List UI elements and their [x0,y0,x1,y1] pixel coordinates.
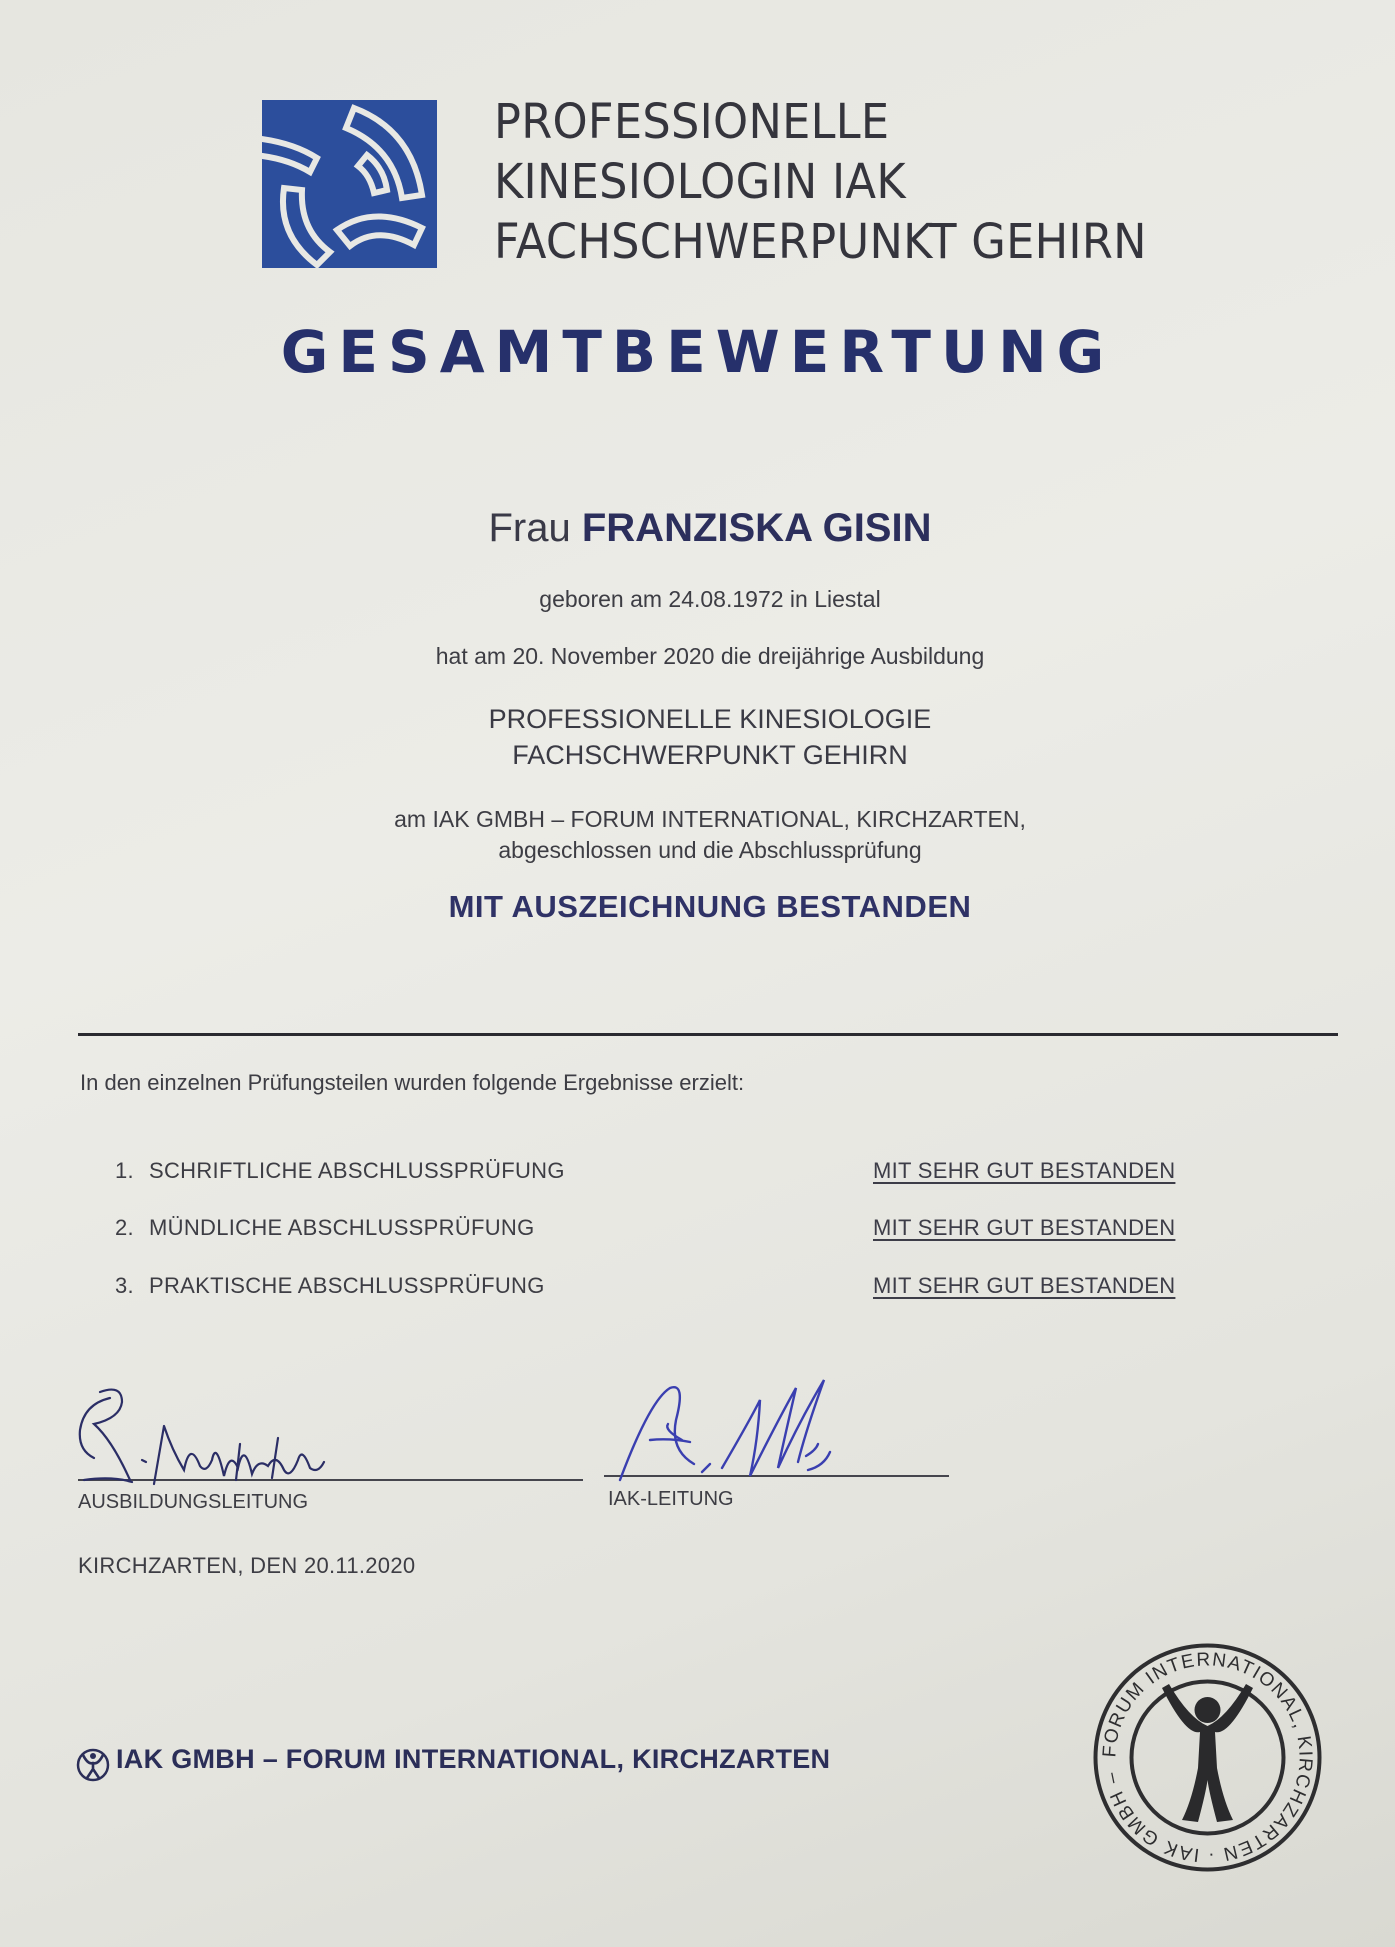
divider [78,1033,1338,1036]
exam-name: SCHRIFTLICHE ABSCHLUSSPRÜFUNG [149,1158,565,1183]
signature-ausbildungsleitung [72,1380,362,1500]
program-line-1: PROFESSIONELLE KINESIOLOGIE [488,704,932,734]
exam-number: 1. [115,1158,134,1183]
institution-info [0,804,1395,866]
iak-logo [262,100,437,268]
iak-person-icon [76,1747,110,1788]
exam-name: MÜNDLICHE ABSCHLUSSPRÜFUNG [149,1215,535,1240]
exam-row [115,1158,565,1184]
exam-grade: MIT SEHR GUT BESTANDEN [873,1158,1176,1183]
completion-info: hat am 20. November 2020 die dreijährige Ausbildung [435,643,985,669]
recipient-salutation: Frau [488,506,571,550]
exam-number: 3. [115,1273,134,1298]
exam-row [115,1215,535,1241]
exam-grade: MIT SEHR GUT BESTANDEN [873,1273,1176,1298]
iak-seal [1090,1640,1325,1875]
label-iak-leitung: IAK-LEITUNG [608,1488,734,1510]
birth-info: geboren am 24.08.1972 in Liestal [539,586,881,612]
recipient-line [0,506,1395,551]
label-ausbildungsleitung: AUSBILDUNGSLEITUNG [78,1491,309,1513]
header-line-2: KINESIOLOGIN IAK [494,154,906,210]
recipient-name: FRANZISKA GISIN [581,506,932,550]
exam-name: PRAKTISCHE ABSCHLUSSPRÜFUNG [149,1273,545,1298]
results-intro: In den einzelnen Prüfungsteilen wurden folgende Ergebnisse erzielt: [80,1070,745,1095]
exam-row [115,1273,545,1299]
overall-result: MIT AUSZEICHNUNG BESTANDEN [448,889,972,924]
institution-line-1: am IAK GMBH – FORUM INTERNATIONAL, KIRCHZARTEN, [394,806,1026,832]
exam-number: 2. [115,1215,134,1240]
signature-iak-leitung [610,1360,870,1505]
institution-line-2: abgeschlossen und die Abschlussprüfung [498,837,922,863]
person-arms-raised-icon [1162,1684,1253,1822]
header-line-1: PROFESSIONELLE [494,94,890,150]
exam-grade: MIT SEHR GUT BESTANDEN [873,1215,1176,1240]
header-title [494,92,1196,272]
footer-institution: IAK GMBH – FORUM INTERNATIONAL, KIRCHZARTEN [116,1744,831,1774]
seal-text: FORUM INTERNATIONAL, KIRCHZARTEN · IAK GMBH – [1099,1649,1316,1866]
page-title: GESAMTBEWERTUNG [280,318,1115,386]
header-line-3: FACHSCHWERPUNKT GEHIRN [494,214,1147,270]
program-name [0,701,1395,773]
place-date: KIRCHZARTEN, DEN 20.11.2020 [78,1553,416,1578]
program-line-2: FACHSCHWERPUNKT GEHIRN [512,740,908,770]
